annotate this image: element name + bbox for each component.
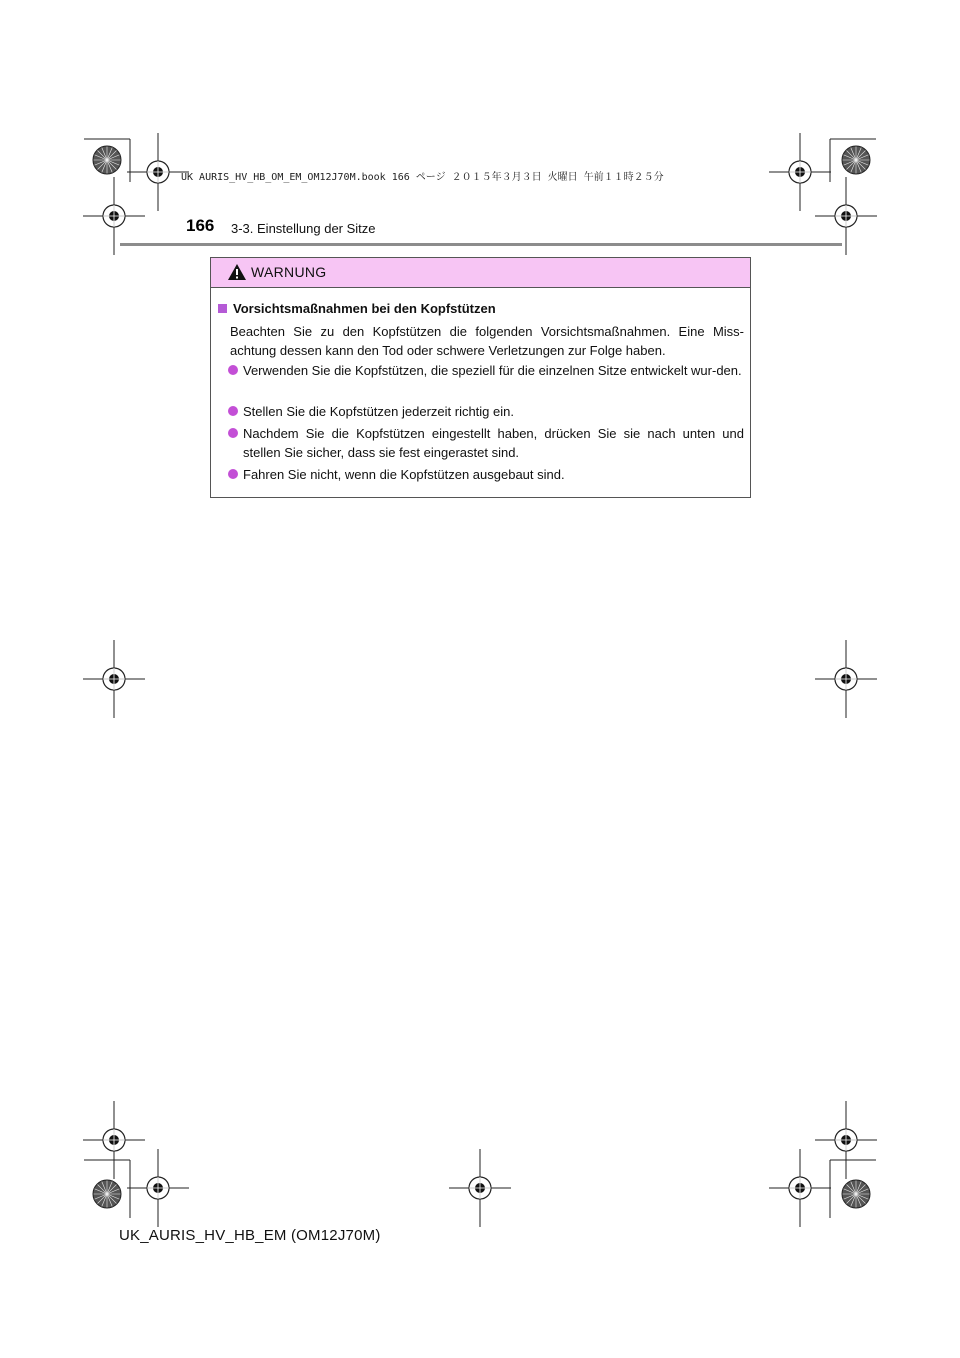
warning-intro: Beachten Sie zu den Kopfstützen die folgenden Vorsichtsmaßnahmen. Eine Miss-achtung dessen kann den Tod oder schwere Verletzungen zur Folge haben.	[230, 324, 744, 358]
bullet-dot-icon	[228, 469, 238, 479]
bullet-text: Verwenden Sie die Kopfstützen, die speziell für die einzelnen Sitze entwickelt wur-den.	[243, 363, 742, 378]
footer-document-code: UK_AURIS_HV_HB_EM (OM12J70M)	[119, 1227, 381, 1244]
bullet-dot-icon	[228, 428, 238, 438]
square-bullet-icon	[218, 304, 227, 313]
registration-mark-bottom-left	[127, 1149, 189, 1227]
print-info-line: UK AURIS_HV_HB_OM_EM_OM12J70M.book 166 ページ ２０１５年３月３日 火曜日 午前１１時２５分	[181, 172, 664, 183]
page-number: 166	[186, 216, 215, 235]
registration-mark-left-middle	[83, 640, 145, 718]
warning-header	[211, 258, 750, 288]
registration-mark-top-left	[127, 133, 189, 211]
registration-mark-left-lower	[83, 1101, 145, 1179]
bullet-item	[228, 424, 744, 462]
bullet-text: Stellen Sie die Kopfstützen jederzeit richtig ein.	[243, 404, 514, 419]
header-rule	[120, 243, 842, 246]
bullet-item	[228, 465, 744, 484]
bullet-item	[228, 361, 744, 380]
star-target-bottom-left	[93, 1180, 121, 1208]
warning-heading-text: Vorsichtsmaßnahmen bei den Kopfstützen	[233, 301, 496, 316]
bullet-dot-icon	[228, 365, 238, 375]
registration-mark-right-lower	[815, 1101, 877, 1179]
registration-mark-top-right	[769, 133, 831, 211]
star-target-top-right	[842, 146, 870, 174]
bullet-item	[228, 402, 744, 421]
registration-mark-right-middle	[815, 640, 877, 718]
warning-title: WARNUNG	[251, 264, 327, 280]
star-target-top-left	[93, 146, 121, 174]
star-target-bottom-right	[842, 1180, 870, 1208]
warning-box	[210, 257, 751, 498]
warning-triangle-icon	[227, 263, 247, 281]
registration-mark-bottom-center	[449, 1149, 511, 1227]
bullet-text: Nachdem Sie die Kopfstützen eingestellt haben, drücken Sie sie nach unten und stellen Sie sicher, dass sie fest eingerastet sind.	[243, 426, 744, 460]
bullet-text: Fahren Sie nicht, wenn die Kopfstützen ausgebaut sind.	[243, 467, 565, 482]
registration-mark-bottom-right	[769, 1149, 831, 1227]
bullet-dot-icon	[228, 406, 238, 416]
warning-heading	[218, 299, 496, 318]
section-title: 3-3. Einstellung der Sitze	[231, 221, 376, 236]
